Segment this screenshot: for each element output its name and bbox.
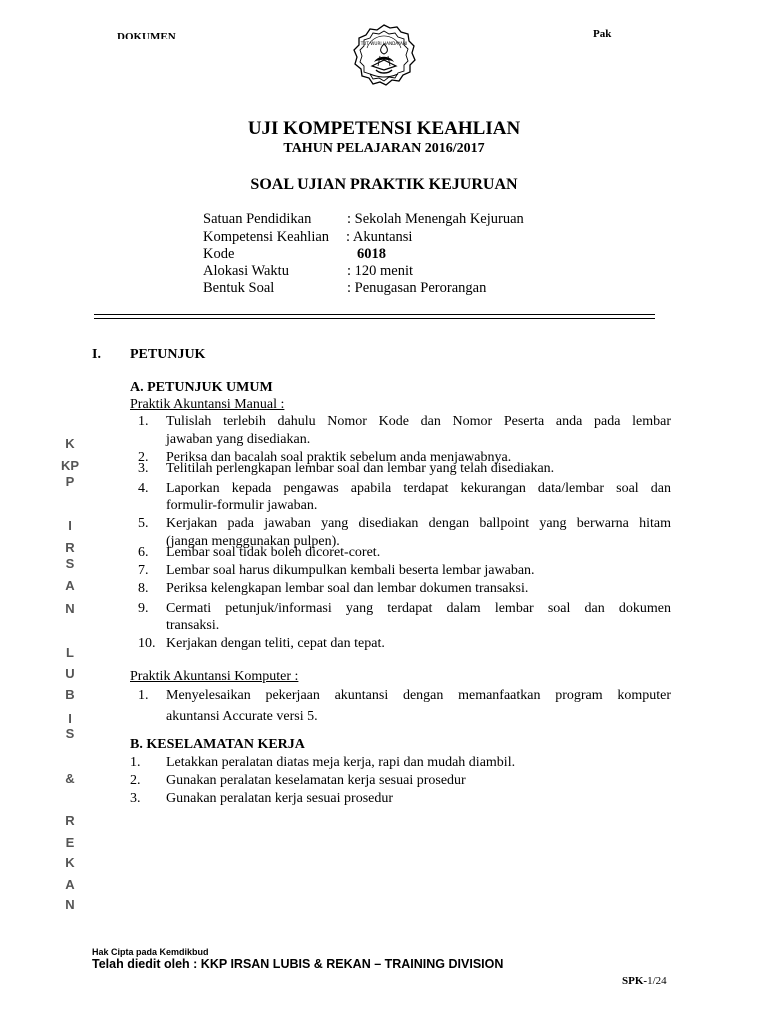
manual-item-text: Lembar soal tidak boleh dicoret-coret. — [166, 545, 381, 560]
page-code: SPK- — [622, 975, 648, 987]
manual-item-number: 10. — [138, 636, 156, 651]
safety-item-text: Gunakan peralatan keselamatan kerja sesuai prosedur — [166, 773, 466, 788]
watermark-letter: N — [65, 601, 75, 616]
manual-item-number: 6. — [138, 545, 149, 560]
watermark-letter: & — [65, 771, 75, 786]
watermark-letter: U — [65, 666, 75, 681]
safety-item-text: Gunakan peralatan kerja sesuai prosedur — [166, 791, 394, 806]
watermark-letter: A — [65, 578, 75, 593]
manual-item-number: 5. — [138, 516, 149, 531]
edited-by-note: Telah diedit oleh : KKP IRSAN LUBIS & REKAN – TRAINING DIVISION — [92, 957, 504, 971]
manual-item-text: Kerjakan dengan teliti, cepat dan tepat. — [166, 636, 385, 651]
manual-item-text-cont: formulir-formulir jawaban. — [166, 498, 318, 513]
safety-item-number: 3. — [130, 791, 141, 806]
info-label-time: Alokasi Waktu — [203, 263, 289, 279]
tut-wuri-handayani-seal-icon — [350, 22, 418, 90]
page-number: 1/24 — [647, 975, 667, 987]
general-instructions-title: A. PETUNJUK UMUM — [130, 380, 273, 395]
watermark-letter: L — [66, 645, 74, 660]
safety-item-text: Letakkan peralatan diatas meja kerja, rapi dan mudah diambil. — [166, 755, 516, 770]
watermark-letter: E — [65, 835, 75, 850]
info-label-type: Bentuk Soal — [203, 280, 275, 296]
manual-item-number: 1. — [138, 414, 149, 429]
header-right-text: Pak — [593, 28, 612, 40]
manual-item-number: 9. — [138, 601, 149, 616]
info-value-school: : Sekolah Menengah Kejuruan — [347, 211, 524, 227]
watermark-letter: K — [65, 855, 75, 870]
watermark-letter: R — [65, 813, 75, 828]
info-label-school: Satuan Pendidikan — [203, 211, 312, 227]
watermark-letter: I — [68, 518, 72, 533]
info-value-competency: : Akuntansi — [346, 229, 413, 245]
watermark-letter: R — [65, 540, 75, 555]
manual-item-text: Lembar soal harus dikumpulkan kembali beserta lembar jawaban. — [166, 563, 535, 578]
safety-item-number: 2. — [130, 773, 141, 788]
copyright-note: Hak Cipta pada Kemdikbud — [92, 947, 209, 957]
manual-item-number: 8. — [138, 581, 149, 596]
manual-item-number: 3. — [138, 461, 149, 476]
watermark-letter: I — [68, 711, 72, 726]
manual-item-text-cont: jawaban yang disediakan. — [166, 432, 311, 447]
manual-item-number: 2. — [138, 450, 149, 465]
watermark-letter: S — [65, 556, 75, 571]
info-value-code: 6018 — [357, 246, 386, 262]
main-title: UJI KOMPETENSI KEAHLIAN — [247, 118, 521, 139]
manual-practice-title: Praktik Akuntansi Manual : — [130, 397, 285, 412]
manual-item-text: Kerjakan pada jawaban yang disediakan dengan ballpoint yang berwarna hitam — [166, 516, 671, 531]
safety-item-number: 1. — [130, 755, 141, 770]
divider-bottom — [94, 318, 655, 319]
exam-title: SOAL UJIAN PRAKTIK KEJURUAN — [250, 176, 518, 193]
info-label-code: Kode — [203, 246, 235, 262]
manual-item-text: Periksa kelengkapan lembar soal dan lembar dokumen transaksi. — [166, 581, 529, 596]
manual-item-text: Telitilah perlengkapan lembar soal dan lembar yang telah disediakan. — [166, 461, 555, 476]
watermark-letter: A — [65, 877, 75, 892]
computer-item-text: Menyelesaikan pekerjaan akuntansi dengan memanfaatkan program komputer — [166, 688, 671, 703]
manual-item-text: Laporkan kepada pengawas apabila terdapat kekurangan data/lembar soal dan — [166, 481, 671, 496]
manual-item-text-cont: (jangan menggunakan pulpen). — [166, 534, 340, 549]
seal-text: TUT WURI HANDAYANI — [360, 41, 408, 46]
watermark-letter: N — [65, 897, 75, 912]
computer-practice-title: Praktik Akuntansi Komputer : — [130, 669, 299, 684]
manual-item-text: Tulislah terlebih dahulu Nomor Kode dan Nomor Peserta anda pada lembar — [166, 414, 671, 429]
section-number: I. — [92, 347, 101, 362]
page-indicator — [622, 975, 667, 987]
safety-title: B. KESELAMATAN KERJA — [130, 737, 305, 752]
header-left-text: DOKUMEN — [117, 31, 176, 39]
info-label-competency: Kompetensi Keahlian — [203, 229, 330, 245]
section-title: PETUNJUK — [130, 347, 206, 362]
academic-year: TAHUN PELAJARAN 2016/2017 — [283, 141, 485, 156]
manual-item-text: Cermati petunjuk/informasi yang terdapat dalam lembar soal dan dokumen — [166, 601, 671, 616]
watermark-letter: S — [65, 726, 75, 741]
info-value-type: : Penugasan Perorangan — [347, 280, 487, 296]
manual-item-number: 4. — [138, 481, 149, 496]
divider-top — [94, 314, 655, 315]
watermark-letter: B — [65, 687, 75, 702]
info-value-time: : 120 menit — [347, 263, 414, 279]
computer-item-number: 1. — [138, 688, 149, 703]
watermark-letter: KP — [60, 458, 80, 473]
manual-item-number: 7. — [138, 563, 149, 578]
computer-item-text-cont: akuntansi Accurate versi 5. — [166, 709, 318, 724]
manual-item-text: Periksa dan bacalah soal praktik sebelum anda menjawabnya. — [166, 450, 512, 465]
watermark-letter: P — [65, 474, 75, 489]
watermark-letter: K — [65, 436, 75, 451]
manual-item-text-cont: transaksi. — [166, 618, 220, 633]
